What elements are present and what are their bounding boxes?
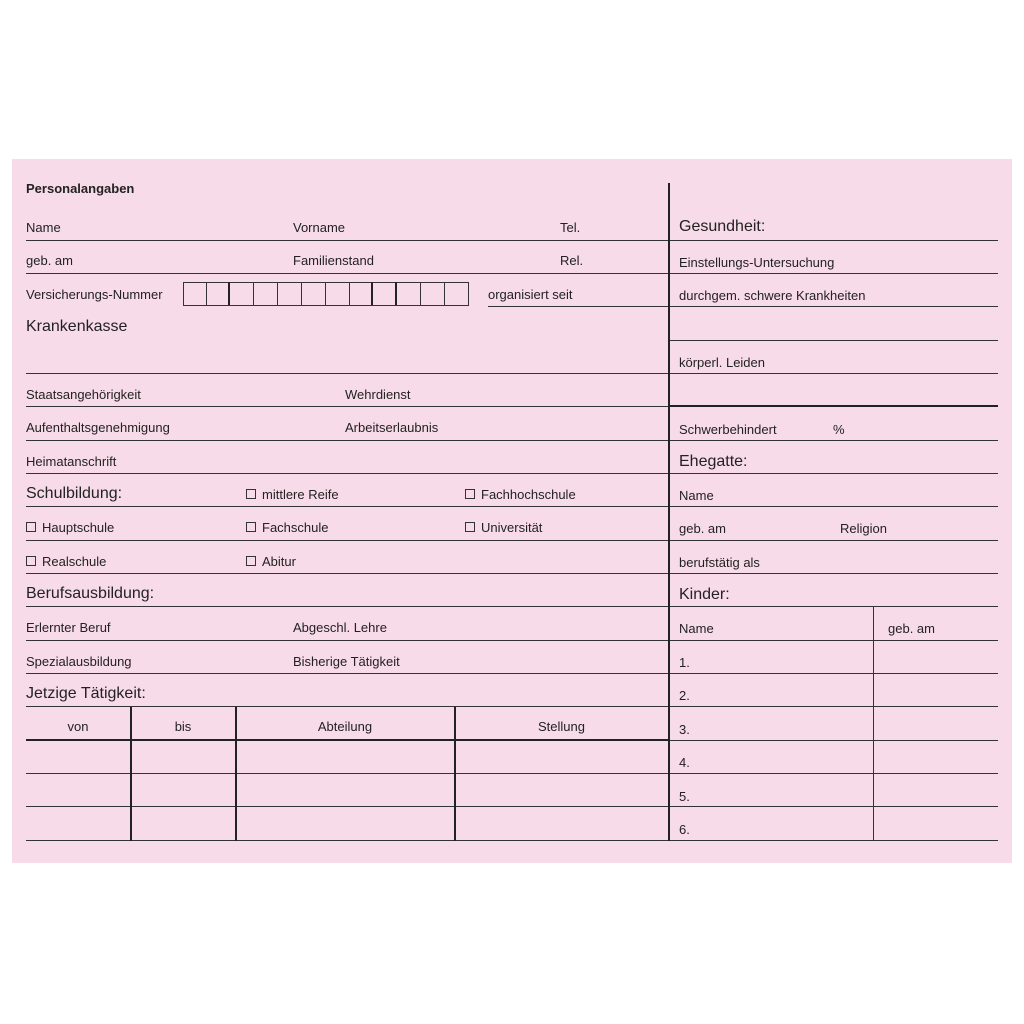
gesundheit-heading: Gesundheit: [679,218,766,235]
checkbox-icon[interactable] [26,522,36,532]
insurance-digit-box[interactable] [231,282,254,305]
insurance-digit-box[interactable] [207,282,230,305]
kinder-row-number: 2. [679,688,690,703]
insurance-digit-box[interactable] [350,282,373,305]
row-line [670,240,998,241]
table-header-stellung: Stellung [538,719,585,734]
kinder-row-number: 5. [679,789,690,804]
row-line [670,740,998,741]
insurance-digit-box[interactable] [279,282,302,305]
schwerbehindert-label: Schwerbehindert [679,422,777,437]
erlernter-beruf-label: Erlernter Beruf [26,620,111,635]
checkbox-realschule[interactable] [26,555,106,568]
universitaet-label: Universität [481,520,543,535]
row-line [26,373,668,374]
insurance-digit-box[interactable] [255,282,278,305]
berufsausbildung-heading: Berufsausbildung: [26,585,155,602]
kinder-row-number: 1. [679,655,690,670]
rel-label: Rel. [560,253,584,268]
row-line [26,506,668,507]
aufenthaltsgenehmigung-label: Aufenthaltsgenehmigung [26,420,170,435]
row-line [26,540,668,541]
heimatanschrift-label: Heimatanschrift [26,454,117,469]
row-line [26,640,668,641]
ehegatte-name-label: Name [679,488,714,503]
abitur-label: Abitur [262,554,296,569]
section-divider [670,405,998,407]
ehegatte-geb-am-label: geb. am [679,521,726,536]
row-line [26,473,668,474]
jetzige-taetigkeit-heading: Jetzige Tätigkeit: [26,685,146,702]
berufstaetig-als-label: berufstätig als [679,555,760,570]
insurance-digit-box[interactable] [303,282,326,305]
organisiert-seit-label: organisiert seit [488,287,573,302]
checkbox-mittlere-reife[interactable] [246,488,339,501]
table-row-line [26,806,668,807]
koerperl-leiden-label: körperl. Leiden [679,355,765,370]
insurance-digit-box[interactable] [184,282,207,305]
row-line [26,406,668,407]
checkbox-icon[interactable] [465,489,475,499]
name-label: Name [26,220,61,235]
table-row-line [26,840,668,841]
table-header-line [26,739,668,741]
insurance-digit-box[interactable] [398,282,421,305]
geb-am-label: geb. am [26,253,73,268]
schwere-krankheiten-label: durchgem. schwere Krankheiten [679,288,866,303]
row-line [26,273,668,274]
table-header-abteilung: Abteilung [317,719,373,734]
fachhochschule-label: Fachhochschule [481,487,576,502]
kinder-name-header: Name [679,621,714,636]
checkbox-icon[interactable] [26,556,36,566]
versicherungs-nummer-label: Versicherungs-Nummer [26,287,163,302]
row-line [670,640,998,641]
section-title: Personalangaben [26,181,135,196]
spezialausbildung-label: Spezialausbildung [26,654,132,669]
religion-label: Religion [840,521,887,536]
checkbox-icon[interactable] [246,522,256,532]
row-line [670,506,998,507]
wehrdienst-label: Wehrdienst [345,387,411,402]
kinder-heading: Kinder: [679,586,730,603]
insurance-digit-box[interactable] [374,282,397,305]
row-line [488,306,668,307]
row-line [670,606,998,607]
percent-label: % [833,422,845,437]
row-line [670,373,998,374]
abgeschl-lehre-label: Abgeschl. Lehre [293,620,387,635]
row-line [26,706,668,707]
table-row-line [26,773,668,774]
insurance-digit-box[interactable] [422,282,445,305]
mittlere-reife-label: mittlere Reife [262,487,339,502]
row-line [670,573,998,574]
row-line [670,706,998,707]
insurance-digit-box[interactable] [327,282,350,305]
familienstand-label: Familienstand [293,253,374,268]
bisherige-taetigkeit-label: Bisherige Tätigkeit [293,654,400,669]
checkbox-fachhochschule[interactable] [465,488,576,501]
row-line [670,340,998,341]
checkbox-fachschule[interactable] [246,521,328,534]
center-divider [668,183,670,841]
row-line [26,673,668,674]
tel-label: Tel. [560,220,581,235]
row-line [26,240,668,241]
kinder-row-number: 4. [679,755,690,770]
table-column-line [130,707,132,841]
vorname-label: Vorname [293,220,346,235]
krankenkasse-label: Krankenkasse [26,318,128,335]
realschule-label: Realschule [42,554,107,569]
kinder-row-number: 6. [679,822,690,837]
table-column-line [454,707,456,841]
row-line [670,673,998,674]
checkbox-abitur[interactable] [246,555,296,568]
personnel-form-card [12,159,1012,863]
kinder-column-line [873,607,874,840]
kinder-row-number: 3. [679,722,690,737]
row-line [670,840,998,841]
kinder-geb-am-header: geb. am [888,621,935,636]
row-line [670,306,998,307]
table-column-line [235,707,237,841]
row-line [670,773,998,774]
row-line [670,440,998,441]
schulbildung-heading: Schulbildung: [26,485,123,502]
row-line [26,573,668,574]
row-line [670,806,998,807]
row-line [670,473,998,474]
checkbox-icon[interactable] [246,489,256,499]
checkbox-icon[interactable] [246,556,256,566]
staatsangehoerigkeit-label: Staatsangehörigkeit [26,387,141,402]
checkbox-icon[interactable] [465,522,475,532]
arbeitserlaubnis-label: Arbeitserlaubnis [345,420,439,435]
ehegatte-heading: Ehegatte: [679,453,748,470]
row-line [670,273,998,274]
fachschule-label: Fachschule [262,520,329,535]
hauptschule-label: Hauptschule [42,520,115,535]
row-line [26,440,668,441]
row-line [26,606,668,607]
row-line [670,540,998,541]
table-header-bis: bis [174,719,192,734]
table-header-von: von [67,719,89,734]
einstellungs-untersuchung-label: Einstellungs-Untersuchung [679,255,835,270]
checkbox-hauptschule[interactable] [26,521,114,534]
checkbox-universitaet[interactable] [465,521,542,534]
